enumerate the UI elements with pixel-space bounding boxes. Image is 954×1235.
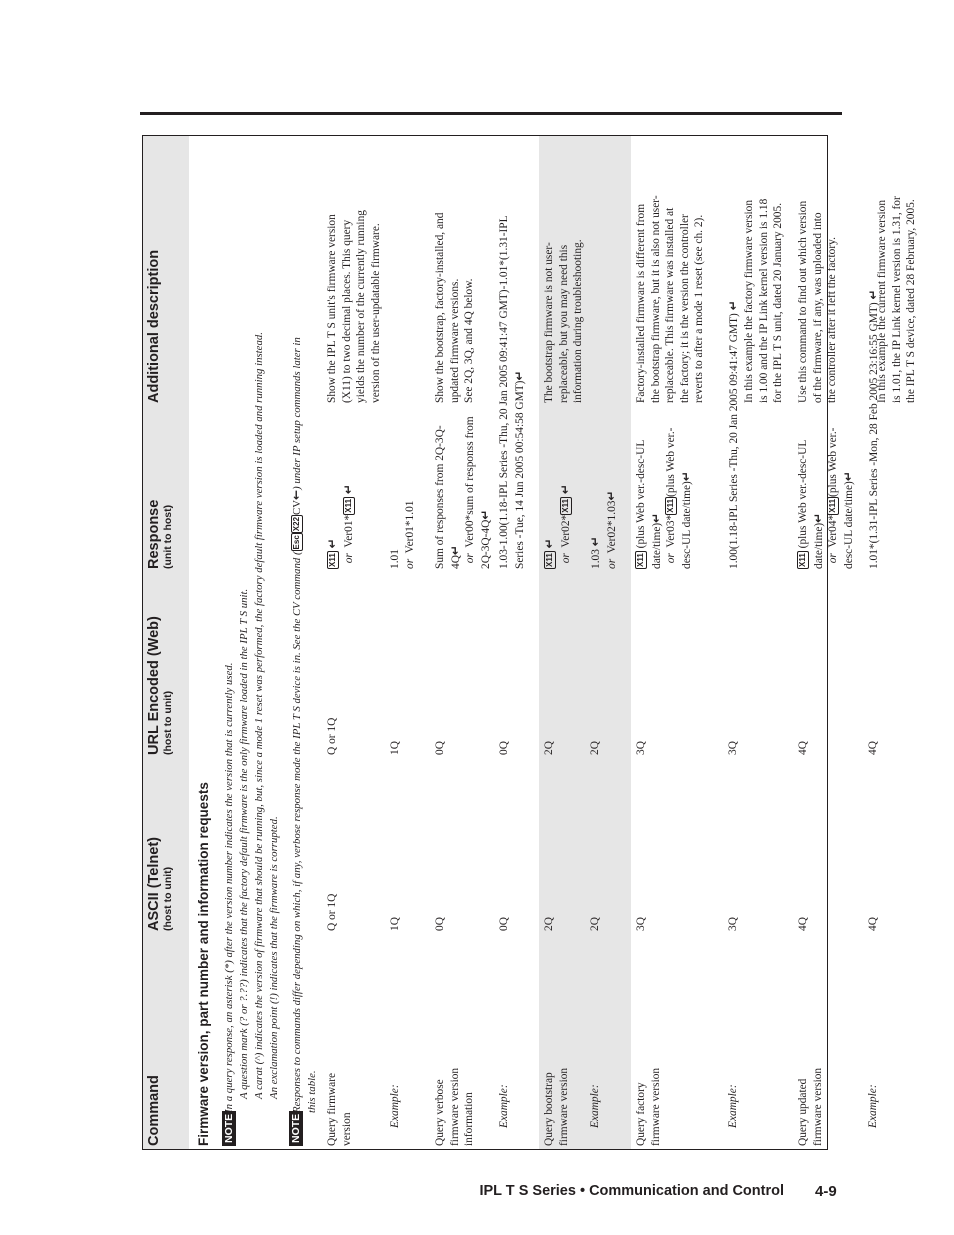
rotated-table-frame [142, 135, 917, 1150]
cell-ascii: 4Q [797, 917, 809, 931]
cell-response: 1.01 or Ver01*1.01 [389, 500, 416, 569]
table-row [863, 136, 927, 1149]
note-badge: NOTE [289, 1111, 303, 1146]
cell-url: 1Q [389, 741, 401, 755]
return-icon: ↵ [603, 490, 618, 501]
table-row [793, 136, 863, 1149]
page-number: 4-9 [815, 1183, 837, 1200]
cell-response: 1.03-1.00(1.18-IPL Series -Thu, 20 Jan 2005 09:41:47 GMT)-1.01*(1.31-IPL Series -Tue, 14 Jun 2005 00:54:58 GMT)↵ [498, 215, 526, 569]
cell-command: Query updated firmware version [797, 1067, 824, 1146]
table-header [143, 136, 189, 1149]
cell-url: 2Q [589, 741, 601, 755]
cell-response: Sum of responses from 2Q-3Q- 4Q↵ or Ver00*sum of responss from 2Q-3Q-4Q↵ [434, 416, 492, 569]
cell-response: 1.03 ↵ or Ver02*1.03↵ [588, 490, 618, 569]
command-table [142, 135, 917, 1150]
section-firmware [189, 136, 322, 1149]
table-row [539, 136, 585, 1149]
return-icon: ↵ [340, 484, 355, 495]
cell-response: X11 (plus Web ver.-desc-UL date/time)↵ or Ver03*X11(plus Web ver.- desc-UL date/time)↵ [635, 427, 693, 569]
cell-command: Example: [727, 1084, 739, 1128]
cell-url: 3Q [727, 741, 739, 755]
table-row [585, 136, 631, 1149]
cell-command: Example: [589, 1084, 601, 1128]
table-row [385, 136, 430, 1149]
cell-response: X11 ↵ or Ver01*X11 ↵ [325, 484, 355, 567]
header-ascii: ASCII (Telnet) (host to unit) [146, 837, 174, 931]
cell-ascii: 3Q [727, 917, 739, 931]
return-icon: ↵ [726, 300, 740, 311]
x22-key-icon: X22 [292, 516, 301, 532]
cell-description: Factory-installed firmware is different from the bootstrap firmware, but it is also not user- replaceable. This firmware was installed at the factory; it is the version the controller reverts to after a mode 1 reset (see ch. 2). [635, 195, 705, 403]
return-icon: ↵ [588, 536, 602, 547]
cell-description: Show the bootstrap, factory-installed, and updated firmware versions. See 2Q, 3Q, and 4Q below. [434, 212, 475, 403]
table-row [494, 136, 539, 1149]
header-response: Response (unit to host) [146, 499, 174, 569]
x11-key-icon: X11 [328, 553, 337, 567]
header-description: Additional description [146, 249, 162, 403]
return-icon: ↵ [542, 538, 556, 549]
cell-description: Show the IPL T S unit's firmware version (X11) to two decimal places. This query yields the number of the currently running version of the user-updatable firmware. [326, 210, 382, 403]
cell-command: Example: [867, 1084, 879, 1128]
cell-ascii: 1Q [389, 917, 401, 931]
x11-key-icon: X11 [560, 498, 570, 513]
footer-title: IPL T S Series • Communication and Control [479, 1183, 784, 1199]
x11-key-icon: X11 [545, 553, 554, 567]
top-rule [140, 112, 842, 115]
cell-url: 4Q [867, 741, 879, 755]
cell-command: Query bootstrap firmware version [543, 1067, 570, 1146]
cell-url: 2Q [543, 741, 555, 755]
cell-ascii: 2Q [589, 917, 601, 931]
return-icon: ← [289, 489, 303, 500]
return-icon: ↵ [840, 471, 855, 482]
cell-ascii: 2Q [543, 917, 555, 931]
header-command: Command [146, 1075, 162, 1146]
header-url: URL Encoded (Web) (host to unit) [146, 616, 174, 755]
cell-ascii: Q or 1Q [326, 893, 338, 931]
cell-command: Query factory firmware version [635, 1067, 662, 1146]
table-row [723, 136, 793, 1149]
cell-url: 3Q [635, 741, 647, 755]
return-icon: ↵ [810, 512, 825, 523]
note-2-text: Responses to commands differ depending on which, if any, verbose response mode the IPL T S device is in. See the CV command (EscX22CV←) under IP setup commands later in this table. [289, 337, 318, 1113]
cell-url: 4Q [797, 741, 809, 755]
table-row [322, 136, 385, 1149]
cell-response: 1.01*(1.31-IPL Series -Mon, 28 Feb 2005 23:16:55 GMT) ↵ [866, 289, 880, 569]
x11-key-icon: X11 [636, 553, 645, 567]
return-icon: ↵ [477, 509, 492, 520]
cell-url: Q or 1Q [326, 717, 338, 755]
cell-description: In this example the factory firmware version is 1.00 and the IP Link kernel version is 1.18 for the IPL T S unit, dated 20 January 2005. [743, 198, 784, 403]
x11-key-icon: X11 [666, 498, 675, 513]
cell-ascii: 0Q [498, 917, 510, 931]
cell-description: The bootstrap firmware is not user- replaceable, but you may need this information during troubleshooting. [543, 239, 584, 403]
table-row [430, 136, 494, 1149]
cell-response: X11 ↵ or Ver02*X11 ↵ [542, 484, 572, 567]
note-1-text: In a query response, an asterisk (*) after the version number indicates the version that is currently used. A question mark (? or ?.??) indicates that the factory default firmware is the only firmware loaded in the IPL T S unit. A carat (^) indicates the version of firmware that should be running, but, since a mode 1 reset was performed, the factory default firmware version is loaded and running instead. An exclamation point (!) indicates that the firmware is corrupted. [223, 332, 280, 1113]
cell-command: Example: [498, 1084, 510, 1128]
x11-key-icon: X11 [343, 498, 353, 513]
cell-url: 0Q [434, 741, 446, 755]
return-icon: ↵ [678, 471, 693, 482]
return-icon: ↵ [648, 512, 663, 523]
cell-description: Use this command to find out which version of the firmware, if any, was uploaded into the controller after it left the factory. [797, 200, 838, 403]
cell-command: Example: [389, 1084, 401, 1128]
table-row [631, 136, 723, 1149]
note-badge: NOTE [222, 1111, 236, 1146]
cell-response: X11 (plus Web ver.-desc-UL date/time)↵ or Ver04*X11(plus Web ver.- desc-UL date/time)↵ [797, 427, 855, 569]
cell-description: In this example the current firmware version is 1.01, the IP Link kernel version is 1.31, for the IPL T S device, dated 28 February, 2005. [876, 196, 917, 403]
return-icon: ↵ [325, 538, 339, 549]
return-icon: ↵ [511, 370, 526, 381]
cell-ascii: 0Q [434, 917, 446, 931]
return-icon: ↵ [447, 545, 462, 556]
x11-key-icon: X11 [798, 553, 807, 567]
page-footer [0, 1183, 954, 1205]
cell-ascii: 3Q [635, 917, 647, 931]
esc-key-icon: Esc [292, 535, 301, 550]
return-icon: ↵ [557, 484, 572, 495]
x11-key-icon: X11 [828, 498, 837, 513]
cell-command: Query firmware version [326, 1072, 353, 1146]
cell-response: 1.00(1.18-IPL Series -Thu, 20 Jan 2005 09:41:47 GMT) ↵ [726, 300, 740, 569]
return-icon: ↵ [866, 289, 880, 300]
cell-command: Query verbose firmware version information [434, 1067, 475, 1146]
cell-url: 0Q [498, 741, 510, 755]
cell-ascii: 4Q [867, 917, 879, 931]
section-title: Firmware version, part number and information requests [196, 782, 211, 1146]
